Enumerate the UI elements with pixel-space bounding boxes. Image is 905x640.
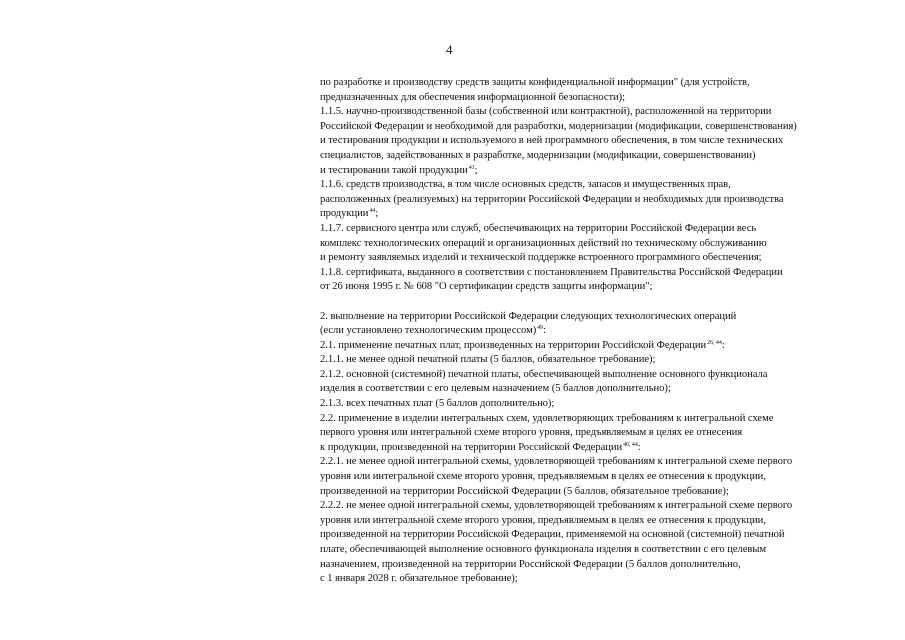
text-line xyxy=(320,207,880,222)
text-line xyxy=(320,324,880,339)
text-line xyxy=(320,455,880,470)
text-line xyxy=(320,251,880,266)
text-line xyxy=(320,543,880,558)
text-line xyxy=(320,120,880,135)
text-line xyxy=(320,470,880,485)
line-text: к продукции, произведенной на территории Российской Федерации xyxy=(320,441,623,453)
text-line xyxy=(320,105,880,120)
line-text: 2.2.2. не менее одной интегральной схемы, удовлетворяющей требованиям к интегральной схеме первого xyxy=(320,500,793,512)
text-line xyxy=(320,91,880,106)
line-text: назначением, произведенной на территории Российской Федерации (5 баллов дополнительно, xyxy=(320,558,741,570)
text-line xyxy=(320,193,880,208)
footnote-reference: 41 xyxy=(468,164,475,171)
line-text: плате, обеспечивающей выполнение основного функционала изделия в соответствии с его целевым xyxy=(320,544,767,555)
line-text: 2.2. применение в изделии интегральных схем, удовлетворяющих требованиям к интегральной схеме xyxy=(320,412,774,424)
text-line xyxy=(320,397,880,412)
document-body xyxy=(320,76,880,587)
paragraph-gap xyxy=(320,295,880,310)
line-text: 1.1.8. сертификата, выданного в соответствии с постановлением Правительства Российской Федерации xyxy=(320,266,783,278)
footnote-reference: 26, 44 xyxy=(707,339,722,346)
text-line xyxy=(320,572,880,587)
line-text: (если установлено технологическим процессом) xyxy=(320,325,537,337)
text-line xyxy=(320,339,880,354)
text-line xyxy=(320,382,880,397)
text-line xyxy=(320,528,880,543)
line-text: с 1 января 2028 г. обязательное требование); xyxy=(320,573,518,585)
footnote-reference: 49 xyxy=(537,325,544,332)
text-line xyxy=(320,353,880,368)
line-text: изделия в соответствии с его целевым назначением (5 баллов дополнительно); xyxy=(320,383,671,395)
line-text: и тестировании такой продукции xyxy=(320,164,468,176)
text-line xyxy=(320,164,880,179)
line-text: 2.1.3. всех печатных плат (5 баллов дополнительно); xyxy=(320,398,555,410)
text-line xyxy=(320,266,880,281)
text-line xyxy=(320,426,880,441)
line-text: по разработке и производству средств защиты конфиденциальной информации" (для устройств, xyxy=(320,77,750,88)
line-text: 2.1.2. основной (системной) печатной платы, обеспечивающей выполнение основного функционала xyxy=(320,368,768,380)
text-line xyxy=(320,368,880,383)
line-text: первого уровня или интегральной схеме второго уровня, предъявляемым в целях ее отнесения xyxy=(320,427,743,439)
text-line xyxy=(320,76,880,91)
line-text: 1.1.5. научно-производственной базы (собственной или контрактной), расположенной на территории xyxy=(320,106,772,118)
line-text: продукции xyxy=(320,208,369,220)
line-text: уровня или интегральной схеме второго уровня, предъявляемым в целях ее отнесения к продукции, xyxy=(320,471,766,483)
page-number: 4 xyxy=(446,42,453,57)
text-line xyxy=(320,134,880,149)
line-text: произведенной на территории Российской Федерации (5 баллов, обязательное требование); xyxy=(320,485,729,497)
line-text: 2. выполнение на территории Российской Федерации следующих технологических операций xyxy=(320,310,737,322)
line-punctuation: : xyxy=(721,339,725,351)
text-line xyxy=(320,499,880,514)
footnote-reference: 44 xyxy=(369,208,376,215)
line-text: предназначенных для обеспечения информационной безопасности); xyxy=(320,91,626,103)
line-text: 2.1. применение печатных плат, произведенных на территории Российской Федерации xyxy=(320,339,707,351)
line-text: уровня или интегральной схеме второго уровня, предъявляемым в целях ее отнесения к продукции, xyxy=(320,514,766,526)
text-line xyxy=(320,149,880,164)
line-text: от 26 июня 1995 г. № 608 "О сертификации средств защиты информации"; xyxy=(320,281,653,293)
line-text: и ремонту заявляемых изделий и технической поддержке встроенного программного обеспечения; xyxy=(320,252,762,264)
line-text: 2.2.1. не менее одной интегральной схемы, удовлетворяющей требованиям к интегральной схеме первого xyxy=(320,456,793,468)
line-text: 1.1.6. средств производства, в том числе основных средств, запасов и имущественных прав, xyxy=(320,179,731,191)
text-line xyxy=(320,237,880,252)
text-line xyxy=(320,441,880,456)
line-text: 2.1.1. не менее одной печатной платы (5 баллов, обязательное требование); xyxy=(320,354,656,366)
text-line xyxy=(320,222,880,237)
line-punctuation: ; xyxy=(474,164,478,176)
line-text: Российской Федерации и необходимой для разработки, модернизации (модификации, совершенствования) xyxy=(320,120,797,132)
line-text: произведенной на территории Российской Федерации, применяемой на основной (системной) печатной xyxy=(320,529,785,541)
text-line xyxy=(320,514,880,529)
line-punctuation: : xyxy=(637,441,641,453)
line-text: 1.1.7. сервисного центра или служб, обеспечивающих на территории Российской Федерации весь xyxy=(320,222,757,234)
line-text: комплекс технологических операций и организационных действий по техническому обслуживанию xyxy=(320,237,767,249)
line-text: и тестирования продукции и используемого в ней программного обеспечения, в том числе технических xyxy=(320,135,784,147)
line-text: расположенных (реализуемых) на территории Российской Федерации и необходимых для производства xyxy=(320,193,784,205)
line-text: специалистов, задействованных в разработке, модернизации (модификации, совершенствовании) xyxy=(320,149,756,161)
text-line xyxy=(320,310,880,325)
line-punctuation: ; xyxy=(375,208,379,220)
text-line xyxy=(320,558,880,573)
line-punctuation: : xyxy=(543,325,547,337)
text-line xyxy=(320,280,880,295)
text-line xyxy=(320,485,880,500)
text-line xyxy=(320,412,880,427)
text-line xyxy=(320,178,880,193)
footnote-reference: 40, 44 xyxy=(623,441,638,448)
